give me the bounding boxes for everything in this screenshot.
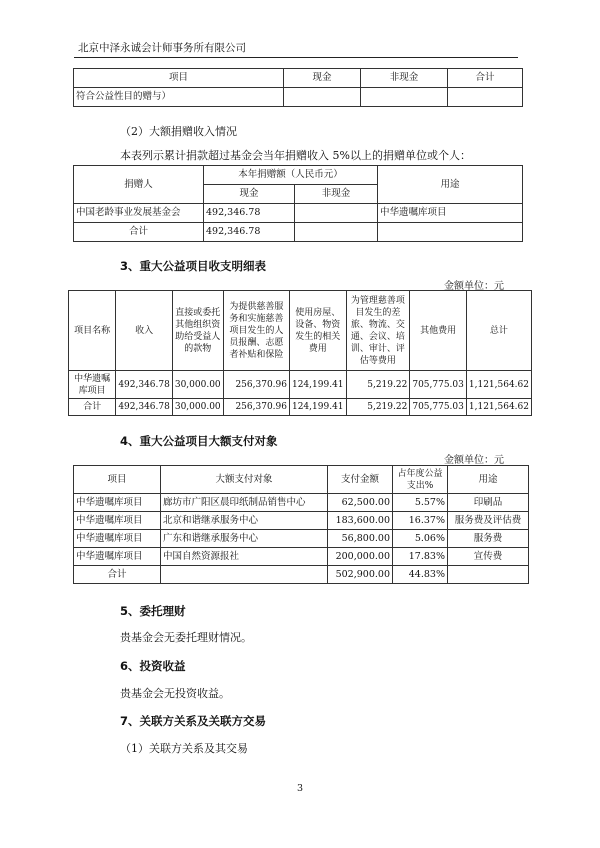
project-table xyxy=(68,290,532,416)
section-2-desc: 本表列示累计捐款超过基金会当年捐赠收入 5%以上的捐赠单位或个人： xyxy=(120,149,471,162)
table-row: 中华遗嘱库项目 北京和谐继承服务中心 183,600.00 16.37% 服务费及评估费 xyxy=(74,512,529,530)
project-header: 直接或委托其他组织资助给受益人的款物 xyxy=(172,291,223,371)
header-divider xyxy=(74,57,518,58)
project-header: 使用房屋、设备、物资发生的相关费用 xyxy=(289,291,346,371)
payment-table xyxy=(73,465,529,584)
project-header: 项目名称 xyxy=(69,291,116,371)
payment-header: 占年度公益支出% xyxy=(393,466,448,494)
section-4-unit: 金额单位：元 xyxy=(444,455,504,466)
section-5-title: 5、委托理财 xyxy=(120,604,186,618)
table-row: 合计 492,346.78 xyxy=(74,223,523,242)
project-header: 为管理慈善项目发生的差旅、物流、交通、会议、培训、审计、评估等费用 xyxy=(346,291,410,371)
table-row: 合计 502,900.00 44.83% xyxy=(74,566,529,584)
donation-header-cash: 现金 xyxy=(204,185,295,204)
section-3-unit: 金额单位：元 xyxy=(444,281,504,292)
project-header: 总计 xyxy=(466,291,531,371)
donation-header-noncash: 非现金 xyxy=(295,185,378,204)
section-7-title: 7、关联方关系及关联方交易 xyxy=(120,714,267,728)
section-4-title: 4、重大公益项目大额支付对象 xyxy=(120,434,278,448)
table-row: 中华遗嘱库项目 中国自然资源报社 200,000.00 17.83% 宣传费 xyxy=(74,548,529,566)
table-row: 中国老龄事业发展基金会 492,346.78 中华遗嘱库项目 xyxy=(74,204,523,223)
donation-table xyxy=(73,165,523,242)
section-6-title: 6、投资收益 xyxy=(120,659,186,673)
donation-header-amount: 本年捐赠额（人民币元） xyxy=(204,166,378,185)
donation-header-use: 用途 xyxy=(378,166,523,204)
section-6-text: 贵基金会无投资收益。 xyxy=(120,687,230,700)
table-row: 符合公益性目的赠与） xyxy=(74,88,523,107)
payment-header: 支付金额 xyxy=(328,466,393,494)
section-7-sub: （1）关联方关系及其交易 xyxy=(120,742,248,755)
section-5-text: 贵基金会无委托理财情况。 xyxy=(120,631,252,644)
section-3-title: 3、重大公益项目收支明细表 xyxy=(120,259,267,273)
top-table-header: 项目 xyxy=(74,69,284,88)
table-row: 合计 492,346.78 30,000.00 256,370.96 124,199.41 5,219.22 705,775.03 1,121,564.62 xyxy=(69,399,532,416)
project-header: 其他费用 xyxy=(410,291,467,371)
payment-header: 大额支付对象 xyxy=(161,466,328,494)
top-table-header: 非现金 xyxy=(361,69,448,88)
table-row: 中华遗嘱库项目 492,346.78 30,000.00 256,370.96 124,199.41 5,219.22 705,775.03 1,121,564.62 xyxy=(69,371,532,399)
project-header: 收入 xyxy=(116,291,173,371)
top-table-header: 现金 xyxy=(284,69,361,88)
page-number: 3 xyxy=(296,783,304,794)
page-header: 北京中泽永诚会计师事务所有限公司 xyxy=(78,42,246,54)
payment-header: 项目 xyxy=(74,466,161,494)
payment-header: 用途 xyxy=(448,466,529,494)
donation-header-donor: 捐赠人 xyxy=(74,166,204,204)
table-row: 中华遗嘱库项目 廊坊市广阳区晨印纸制品销售中心 62,500.00 5.57% 印刷品 xyxy=(74,494,529,512)
project-header: 为提供慈善服务和实施慈善项目发生的人员报酬、志愿者补贴和保险 xyxy=(223,291,289,371)
section-2-title: （2）大额捐赠收入情况 xyxy=(120,125,237,138)
top-table-header: 合计 xyxy=(448,69,523,88)
table-row: 中华遗嘱库项目 广东和谐继承服务中心 56,800.00 5.06% 服务费 xyxy=(74,530,529,548)
top-table xyxy=(73,68,523,107)
